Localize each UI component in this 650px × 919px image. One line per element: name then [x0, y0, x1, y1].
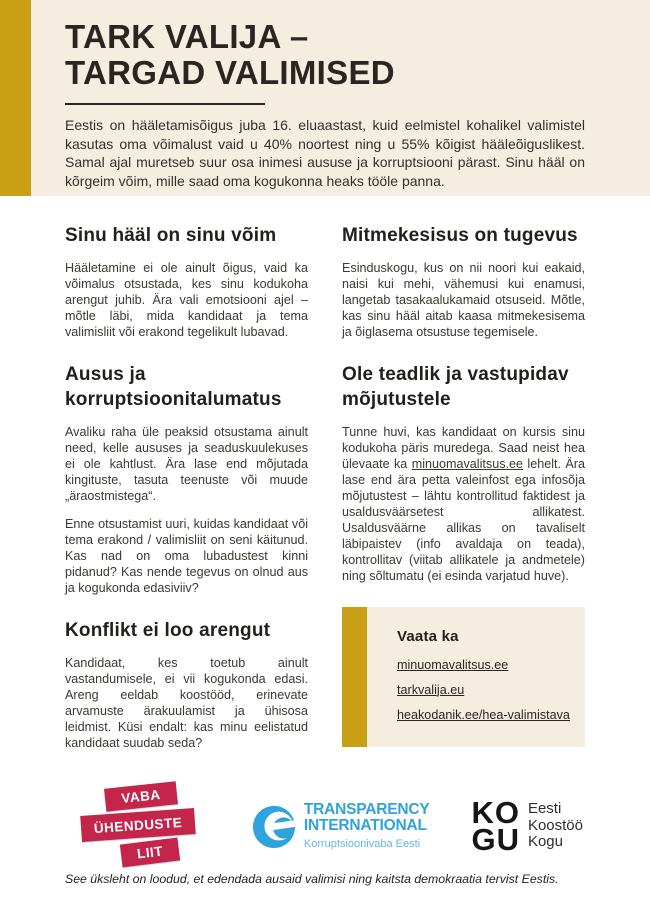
gold-accent-bar [0, 0, 31, 196]
kogu-name-line3: Kogu [527, 833, 563, 851]
vaba-ribbon-bottom: LIIT [120, 838, 180, 868]
right-column [342, 224, 585, 774]
see-also-link-minuomavalitsus[interactable]: minuomavalitsus.ee [397, 657, 509, 672]
kogu-name-line1: Eesti [527, 799, 562, 817]
section-voice-body: Hääletamine ei ole ainult õigus, vaid ka võimalus otsustada, kes sinu kodukoha arengut juhib. Ära vali emotsiooni ajel – mõtle läbi, mida kandidaat ja tema valimisliit või erakond tegelikult lubavad. [65, 261, 308, 340]
see-also-link-tarkvalija[interactable]: tarkvalija.eu [397, 682, 465, 697]
kogu-name-line2: Koostöö [527, 816, 583, 834]
eesti-koostoo-kogu-logo [471, 794, 583, 857]
section-diversity-heading: Mitmekesisus on tugevus [342, 225, 578, 246]
intro-paragraph: Eestis on hääletamisõigus juba 16. eluaastast, kuid eelmistel kohalikel valimistel kasutas oma võimalust vaid u 40% noortest ning u 55% kõigist hääleõiguslikest. Samal ajal muretseb suur osa inimesi aususe ja korruptsiooni pärast. Sinu hääl on kõrgeim võim, mille saad oma kogukonna heaks tööle panna. [65, 117, 585, 190]
vaba-ribbon-middle: ÜHENDUSTE [80, 808, 196, 842]
transparency-international-logo [251, 802, 430, 851]
section-conflict-heading: Konflikt ei loo arengut [65, 619, 271, 641]
vaba-ribbon-top: VABA [104, 781, 178, 811]
left-column [65, 224, 308, 774]
title-divider [65, 103, 265, 105]
see-also-title: Vaata ka [397, 627, 459, 645]
header-content [65, 0, 585, 191]
transparency-wordmark-line1: TRANSPARENCY [303, 800, 430, 818]
section-awareness-body [342, 425, 585, 585]
transparency-wordmark-line2: INTERNATIONAL [303, 817, 427, 834]
page-title-line2: TARGAD VALIMISED [65, 53, 395, 91]
header-band [0, 0, 650, 196]
footer-note: See üksleht on loodud, et edendada ausaid valimisi ning kaitsta demokraatia tervist Eestis. [65, 872, 559, 886]
section-awareness-heading: Ole teadlik ja vastupidav mõjutustele [342, 364, 569, 410]
page-title-line1: TARK VALIJA – [65, 18, 309, 55]
section-awareness [342, 363, 585, 584]
page-title [65, 0, 585, 90]
section-honesty-body1: Avaliku raha üle peaksid otsustama ainult need, kelle aususes ja seaduskuulekuses ei ole kahtlust. Ära lase end mõjutada kingituste, tasuta teenuste või muude „äraostmistega“. [65, 424, 308, 503]
transparency-subtitle: Korruptsioonivaba Eesti [303, 838, 421, 851]
partner-logos-row [65, 783, 585, 869]
transparency-wordmark [304, 802, 430, 851]
see-also-accent-bar [342, 607, 367, 747]
section-honesty-body2: Enne otsustamist uuri, kuidas kandidaat või tema erakond / valimisliit on seni käitunud. Kas nad on oma lubadustest kinni pidanud? Kas nende tegevus on olnud aus ja kogukonda edasiviiv? [65, 516, 308, 595]
awareness-text-before-link: Tunne huvi, kas kandidaat on kursis sinu kodukoha päris muredega. Saad neist hea ülevaate ka [342, 424, 585, 471]
vaba-uhenduste-liit-logo [81, 784, 203, 868]
section-diversity-body: Esinduskogu, kus on nii noori kui eakaid, naisi kui mehi, vähemusi kui enamusi, langetab tasakaalukamaid otsuseid. Mõtle, kas sinu hääl aitab kaasa mitmekesisema ja õiglasema otsustuse tegemisele. [342, 261, 585, 340]
section-conflict-body: Kandidaat, kes toetub ainult vastandumisele, ei vii kogukonda edasi. Areng eeldab koostööd, erinevate arvamuste ärakuulamist ja ühisosa leidmist. Küsi endalt: kas minu eelistatud kandidaat suudab seda? [65, 656, 308, 750]
see-also-box [342, 607, 585, 747]
awareness-text-after-link: lehelt. Ära lase end ära petta valeinfost ega infosõja mõjutustest – lähtu kontrollitud faktidest ja usaldusväärsetest allikatest. Usaldusväärne allikas on tavaliselt läbipaistev (info avaldaja on teada), kontrollitav (viitab allikatele ja andmetele) ning sõltumatu (ei esinda varjatud huve). [342, 456, 585, 583]
section-voice-heading: Sinu hääl on sinu võim [65, 225, 277, 246]
section-honesty-heading: Ausus ja korruptsioonitalumatus [65, 364, 282, 410]
minuomavalitsus-inline-link[interactable]: minuomavalitsus.ee [411, 456, 523, 471]
section-conflict [65, 619, 308, 752]
section-diversity [342, 224, 585, 341]
kogu-initials-line1: KO [471, 794, 520, 830]
main-columns [65, 224, 585, 774]
see-also-content [367, 607, 584, 747]
kogu-initials [471, 794, 520, 857]
kogu-name [528, 801, 583, 851]
section-honesty [65, 363, 308, 596]
see-also-link-heakodanik[interactable]: heakodanik.ee/hea-valimistava [397, 707, 570, 722]
section-voice [65, 224, 308, 341]
kogu-initials-line2: GU [471, 822, 520, 857]
globe-icon [251, 804, 297, 850]
